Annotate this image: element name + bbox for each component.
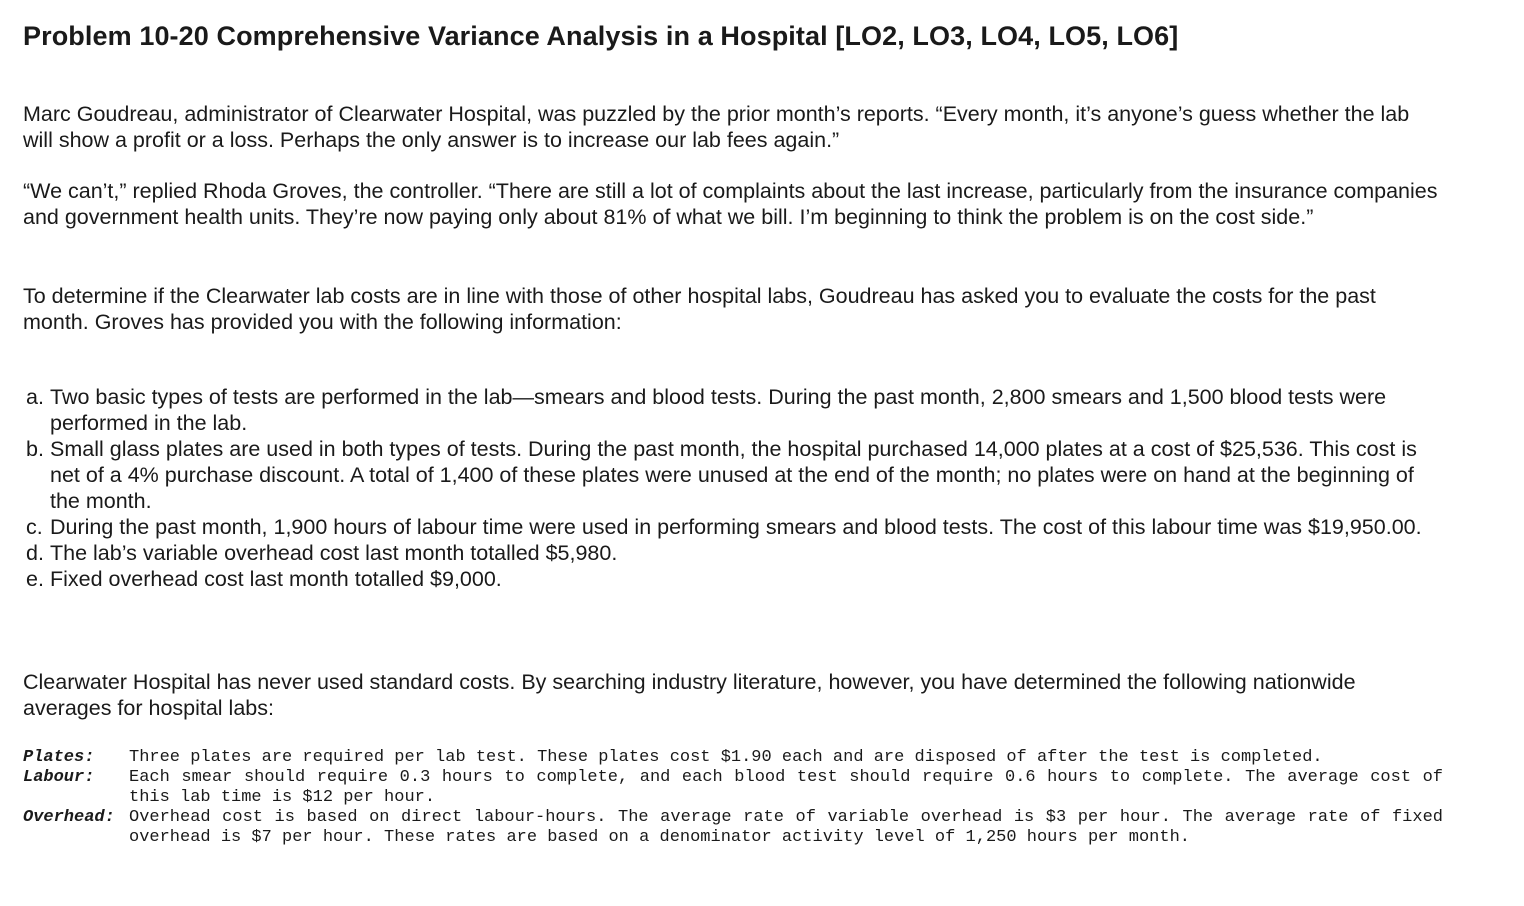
information-list xyxy=(26,384,1441,592)
list-item xyxy=(26,384,1441,436)
standard-label: Labour: xyxy=(23,768,95,787)
list-item-text: Fixed overhead cost last month totalled $9,000. xyxy=(50,567,502,591)
task-paragraph: To determine if the Clearwater lab costs are in line with those of other hospital labs, Goudreau has asked you to evaluate the costs for the past month. Groves has provided you with the following information: xyxy=(23,284,1376,334)
list-item-text: Small glass plates are used in both types of tests. During the past month, the hospital purchased 14,000 plates at a cost of $25,536. This cost is net of a 4% purchase discount. A total of 1,400 of these plates were unused at the end of the month; no plates were on hand at the beginning of the month. xyxy=(50,437,1417,513)
standard-costs-paragraph: Clearwater Hospital has never used standard costs. By searching industry literature, however, you have determined the following nationwide averages for hospital labs: xyxy=(23,670,1356,720)
list-item-marker: b. xyxy=(26,437,44,461)
standard-row-overhead xyxy=(23,808,1443,848)
list-item-marker: c. xyxy=(26,515,43,539)
list-item-text: The lab’s variable overhead cost last month totalled $5,980. xyxy=(50,541,618,565)
standard-row-plates xyxy=(23,748,1443,768)
standard-label: Overhead: xyxy=(23,808,115,827)
list-item-marker: a. xyxy=(26,385,44,409)
list-item-text: Two basic types of tests are performed in the lab—smears and blood tests. During the past month, 2,800 smears and 1,500 blood tests were performed in the lab. xyxy=(50,385,1387,435)
list-item xyxy=(26,540,1441,566)
standard-row-labour xyxy=(23,768,1443,808)
list-item xyxy=(26,566,1441,592)
problem-title: Problem 10-20 Comprehensive Variance Analysis in a Hospital [LO2, LO3, LO4, LO5, LO6] xyxy=(23,21,1179,51)
standard-text: Each smear should require 0.3 hours to complete, and each blood test should require 0.6 hours to complete. The average cost of this lab time is $12 per hour. xyxy=(129,768,1443,807)
standards-block xyxy=(23,748,1443,848)
standard-label: Plates: xyxy=(23,748,95,767)
standard-text: Overhead cost is based on direct labour-hours. The average rate of variable overhead is $3 per hour. The average rate of fixed overhead is $7 per hour. These rates are based on a denominator activity level of 1,250 hours per month. xyxy=(129,808,1443,847)
list-item-text: During the past month, 1,900 hours of labour time were used in performing smears and blood tests. The cost of this labour time was $19,950.00. xyxy=(50,515,1422,539)
list-item xyxy=(26,514,1441,540)
standard-text: Three plates are required per lab test. These plates cost $1.90 each and are disposed of after the test is completed. xyxy=(129,748,1323,767)
list-item-marker: e. xyxy=(26,567,44,591)
list-item xyxy=(26,436,1441,514)
list-item-marker: d. xyxy=(26,541,44,565)
intro-paragraph: Marc Goudreau, administrator of Clearwater Hospital, was puzzled by the prior month’s reports. “Every month, it’s anyone’s guess whether the lab will show a profit or a loss. Perhaps the only answer is to increase our lab fees again.” xyxy=(23,102,1410,152)
controller-reply-paragraph: “We can’t,” replied Rhoda Groves, the controller. “There are still a lot of complaints about the last increase, particularly from the insurance companies and government health units. They’re now paying only about 81% of what we bill. I’m beginning to think the problem is on the cost side.” xyxy=(23,179,1438,229)
